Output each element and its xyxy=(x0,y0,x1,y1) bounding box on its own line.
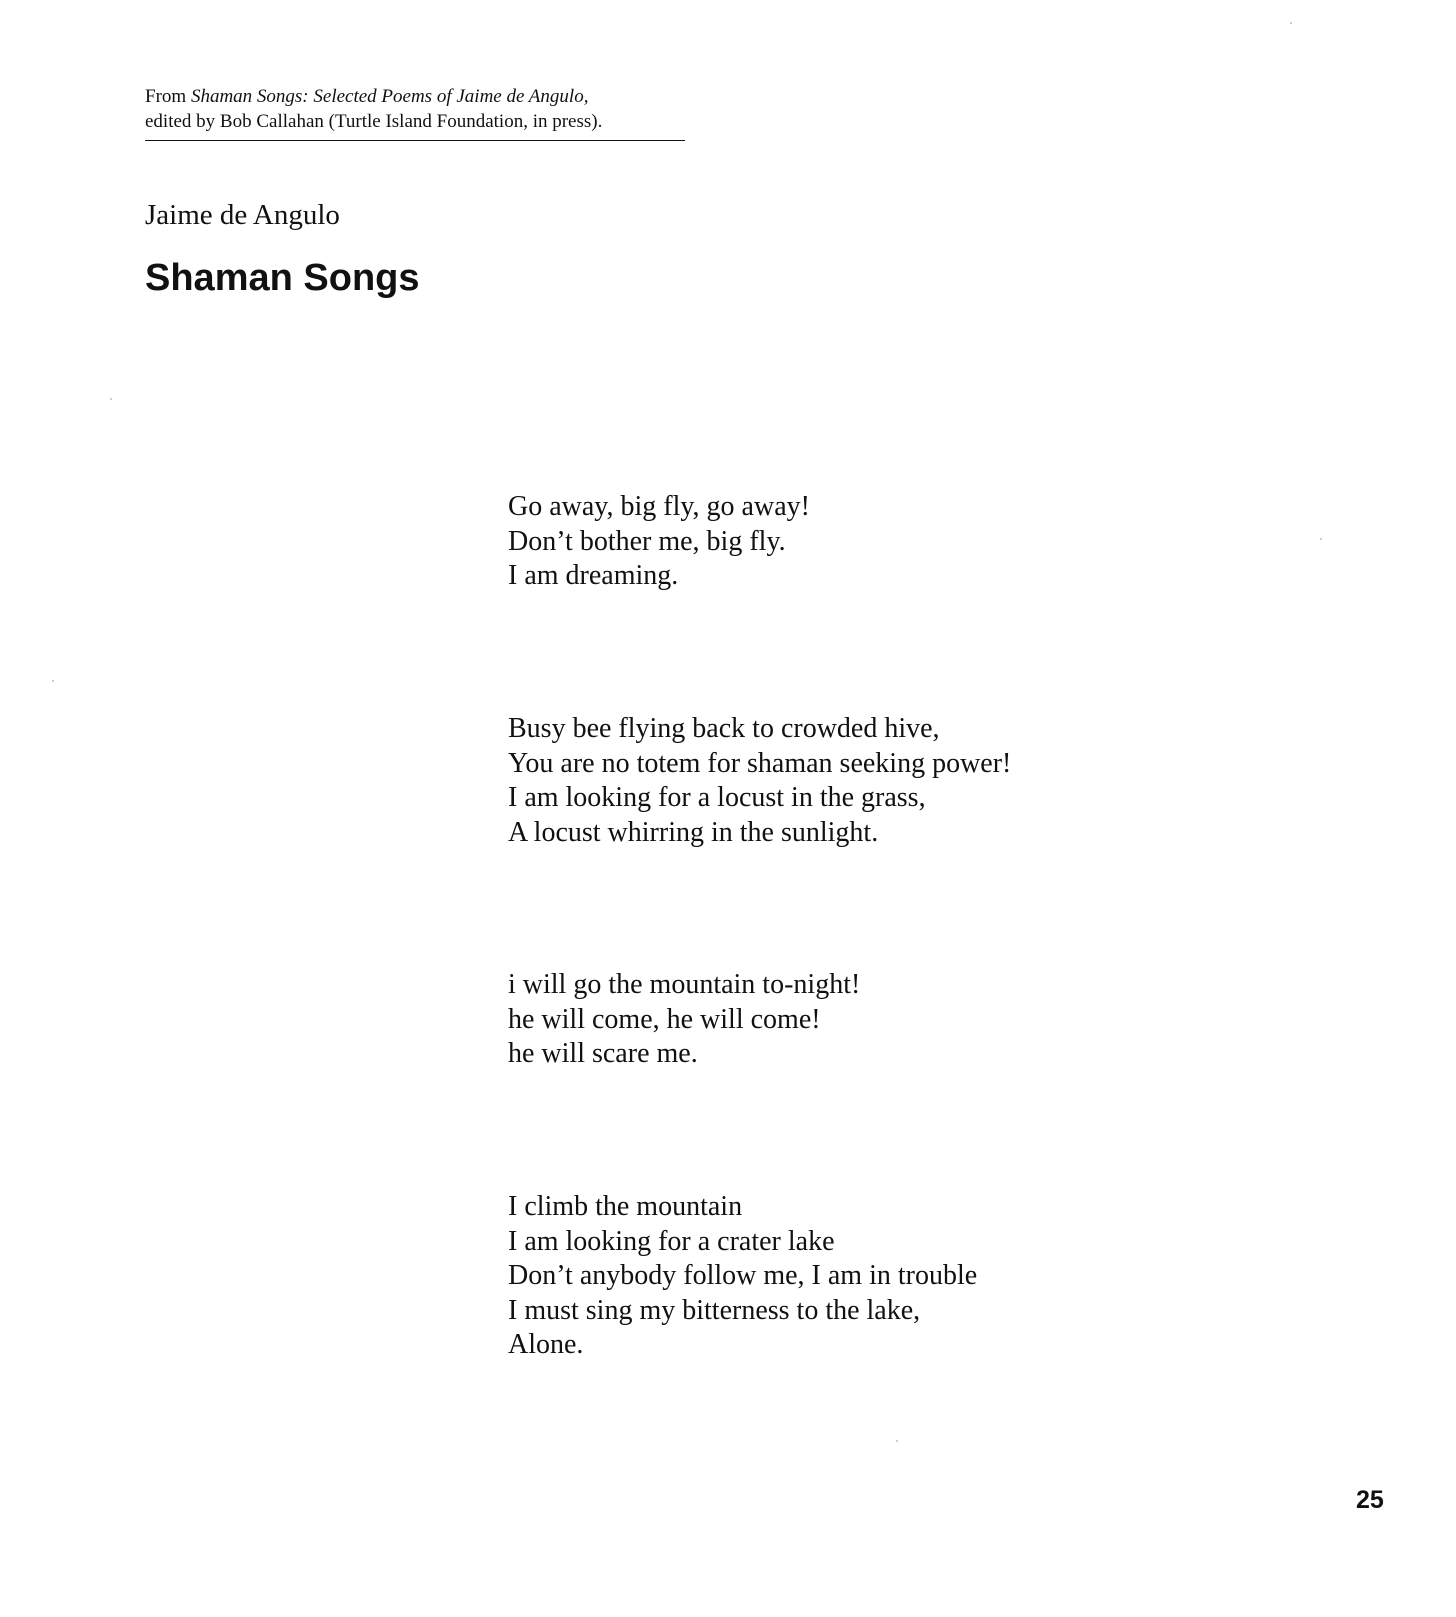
source-note-line-1 xyxy=(145,84,685,109)
source-note xyxy=(145,84,685,141)
scan-speck xyxy=(1320,538,1322,540)
page-number: 25 xyxy=(1356,1486,1384,1514)
poem-line: I am dreaming. xyxy=(508,560,679,591)
stanza-3 xyxy=(508,968,860,1072)
poem-line: Don’t anybody follow me, I am in trouble xyxy=(508,1260,978,1291)
scan-speck xyxy=(52,680,54,682)
source-book-title: Shaman Songs: Selected Poems of Jaime de Angulo, xyxy=(190,86,589,107)
scan-speck xyxy=(110,398,112,400)
poem-line: Don’t bother me, big fly. xyxy=(508,525,786,557)
poem-line: A locust whirring in the sunlight. xyxy=(508,816,879,848)
poem-line: You are no totem for shaman seeking power! xyxy=(508,747,1012,779)
page-title: Shaman Songs xyxy=(145,257,420,299)
poem-line: Go away, big fly, go away! xyxy=(508,491,810,522)
scan-speck xyxy=(1290,22,1292,24)
poem-line: he will come, he will come! xyxy=(508,1003,821,1035)
poem-line: he will scare me. xyxy=(508,1038,698,1069)
author-name: Jaime de Angulo xyxy=(145,199,340,231)
poem-line: I climb the mountain xyxy=(508,1191,743,1222)
poem-line: Alone. xyxy=(508,1329,584,1360)
poem-line: i will go the mountain to-night! xyxy=(508,969,861,1000)
poem-line: Busy bee flying back to crowded hive, xyxy=(508,713,940,744)
poem-line: I must sing my bitterness to the lake, xyxy=(508,1294,921,1326)
source-note-line-2: edited by Bob Callahan (Turtle Island Foundation, in press). xyxy=(145,111,603,132)
stanza-2 xyxy=(508,712,1011,850)
stanza-1 xyxy=(508,490,810,594)
stanza-4 xyxy=(508,1190,977,1363)
poem-line: I am looking for a crater lake xyxy=(508,1225,835,1257)
scan-speck xyxy=(896,1440,898,1442)
poem-line: I am looking for a locust in the grass, xyxy=(508,782,926,813)
source-note-prefix: From xyxy=(145,86,191,107)
